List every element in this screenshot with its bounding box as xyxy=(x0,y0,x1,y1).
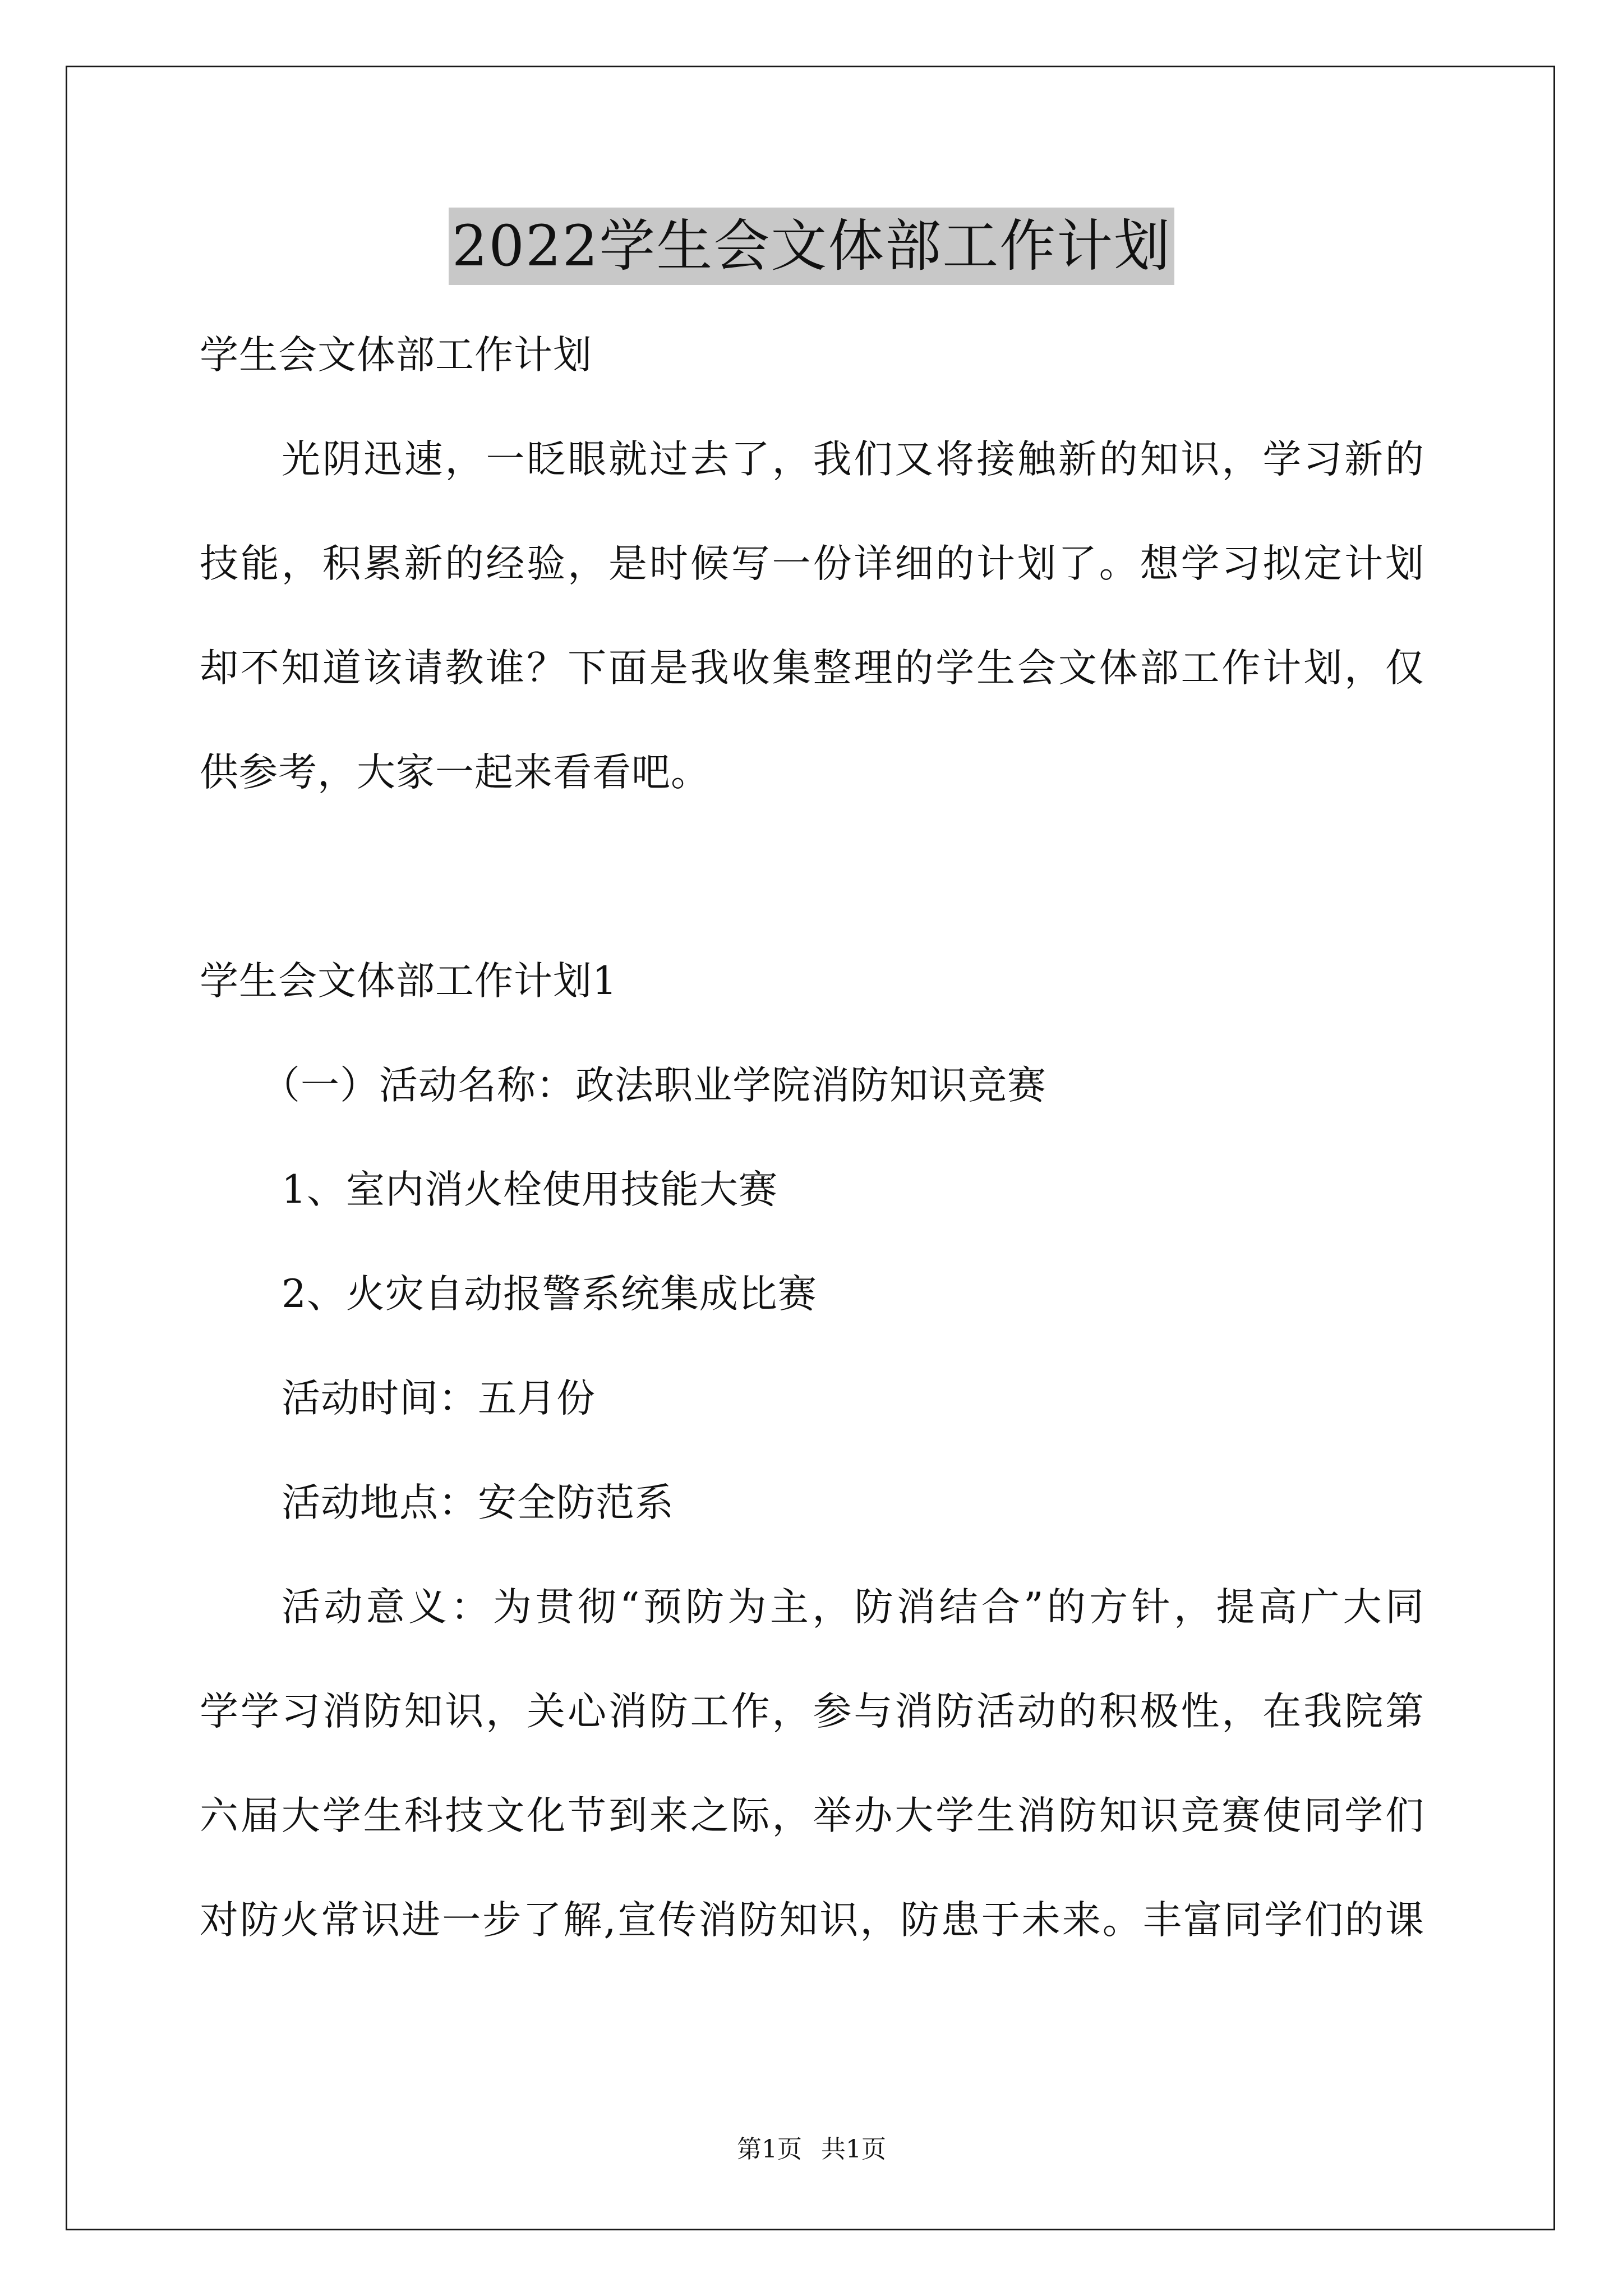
meaning-line: 六届大学生科技文化节到来之际，举办大学生消防知识竞赛使同学们 xyxy=(200,1793,1424,1838)
intro-line: 供参考，大家一起来看看吧。 xyxy=(200,750,710,795)
section-heading: 学生会文体部工作计划1 xyxy=(200,959,617,1004)
subtitle: 学生会文体部工作计划 xyxy=(200,333,592,378)
list-item: 1、室内消火栓使用技能大赛 xyxy=(282,1167,778,1212)
document-title: 2022学生会文体部工作计划 xyxy=(449,208,1175,285)
page-footer xyxy=(0,2129,1623,2165)
meaning-line: 对防火常识进一步了解,宣传消防知识，防患于未来。丰富同学们的课 xyxy=(200,1898,1424,1943)
list-item: 2、火灾自动报警系统集成比赛 xyxy=(282,1272,817,1317)
intro-line: 光阴迅速，一眨眼就过去了，我们又将接触新的知识，学习新的 xyxy=(282,437,1424,482)
activity-place: 活动地点：安全防范系 xyxy=(282,1480,674,1525)
intro-line: 却不知道该请教谁？下面是我收集整理的学生会文体部工作计划，仅 xyxy=(200,646,1424,691)
activity-name: （一）活动名称：政法职业学院消防知识竞赛 xyxy=(261,1063,1046,1108)
title-wrap xyxy=(0,208,1623,285)
document-body xyxy=(200,303,1424,1972)
intro-line: 技能，积累新的经验，是时候写一份详细的计划了。想学习拟定计划 xyxy=(200,541,1424,586)
spacer xyxy=(200,825,1424,929)
meaning-line: 活动意义：为贯彻“预防为主，防消结合”的方针，提高广大同 xyxy=(282,1585,1424,1630)
activity-time: 活动时间：五月份 xyxy=(282,1376,596,1421)
page-total: 共1页 xyxy=(821,2135,886,2164)
page-number: 第1页 xyxy=(737,2135,802,2164)
meaning-line: 学学习消防知识，关心消防工作，参与消防活动的积极性，在我院第 xyxy=(200,1689,1424,1734)
